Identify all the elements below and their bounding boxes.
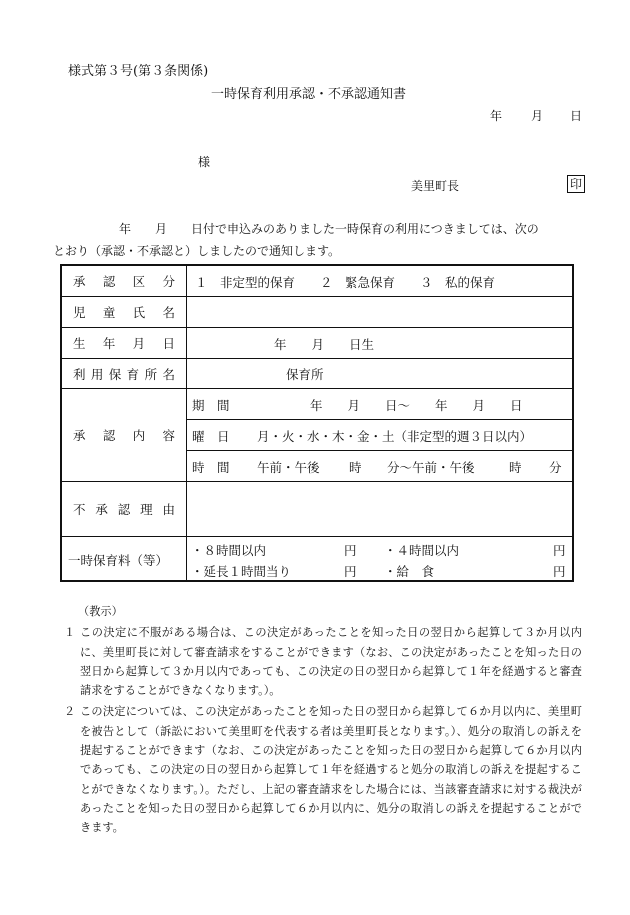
document-title: 一時保育利用承認・不承認通知書 [211,87,407,102]
label-facility: 利 用 保 育 所 名 [73,366,175,382]
time-to-hour: 時 [509,460,522,475]
note-number: １ [64,626,76,640]
facility-value: 保育所 [286,367,324,382]
issuer-name: 美里町長 [411,179,460,193]
period-label: 期 間 [192,398,230,413]
intro-line-1: 年 月 日付で申込みのありました一時保育の利用につきましては、次の [119,222,539,236]
label-approval-category: 承 認 区 分 [73,274,175,289]
intro-line-2: とおり（承認・不承認と）しましたので通知します。 [53,244,341,258]
fee-item-unit: 円 [344,564,357,579]
date-month: 月 [531,109,544,123]
fee-item-unit: 円 [553,543,566,558]
approval-category-value: １ 非定型的保育 ２ 緊急保育 ３ 私的保育 [195,275,496,290]
seal-mark: 印 [567,175,585,193]
time-from-hour: 時 [349,460,362,475]
date-day: 日 [570,109,583,123]
period-value: 年 月 日～ 年 月 日 [310,398,523,413]
time-to-min: 分 [549,460,562,475]
instruction-notes [62,602,582,838]
fee-item-unit: 円 [344,543,357,558]
fee-item-name: ・８時間以内 [191,543,267,558]
note-text: この決定については、この決定があったことを知った日の翌日から起算して６か月以内に、美里町を被告として（訴訟において美里町を代表する者は美里町長となります。）、処分の取消しの訴えを提起することができます（なお、この決定があったことを知った日の翌日から起算して６か月以内であっても、この決定の日の翌日から起算して１年を経過すると処分の取消しの訴えを提起することができなくなります。）。ただし、上記の審査請求をした場合には、当該審査請求に対する裁決があったことを知った日の翌日から起算して６か月以内に、処分の取消しの訴えを提起することができます。 [80,705,582,835]
note-number: ２ [64,705,76,719]
label-fee: 一時保育料（等） [68,553,169,568]
addressee-suffix: 様 [198,155,211,169]
notice-table [60,264,574,582]
fee-item-name: ・４時間以内 [384,543,460,558]
row-divider [186,419,572,420]
form-number: 様式第３号(第３条関係) [68,64,209,79]
row-divider [62,536,572,537]
label-approval-content: 承 認 内 容 [73,428,175,443]
fee-item-unit: 円 [553,564,566,579]
weekday-label: 曜 日 [192,429,230,444]
note-text: この決定に不服がある場合は、この決定があったことを知った日の翌日から起算して３か月以内に、美里町長に対して審査請求をすることができます（なお、この決定があったことを知った日の翌日から起算して３か月以内であっても、この決定の日の翌日から起算して１年を経過すると審査請求をすることができなくなります。）。 [80,626,582,698]
label-birth-date: 生 年 月 日 [73,336,175,351]
time-from-min: 分～午前・午後 [387,460,475,475]
label-rejection-reason: 不 承 認 理 由 [73,502,175,517]
birth-date-value: 年 月 日生 [274,337,375,352]
weekday-value: 月・火・水・木・金・土（非定型的週３日以内） [257,429,533,444]
note-item [62,702,582,837]
fee-item-name: ・延長１時間当り [191,564,292,579]
time-label: 時 間 [192,460,230,475]
label-child-name: 児 童 氏 名 [73,305,175,320]
date-year: 年 [490,109,503,123]
fee-item-name: ・給 食 [384,564,435,579]
note-item [62,623,582,700]
row-divider [186,450,572,451]
notes-heading: （教示） [78,605,123,618]
time-from-ampm: 午前・午後 [257,460,320,475]
